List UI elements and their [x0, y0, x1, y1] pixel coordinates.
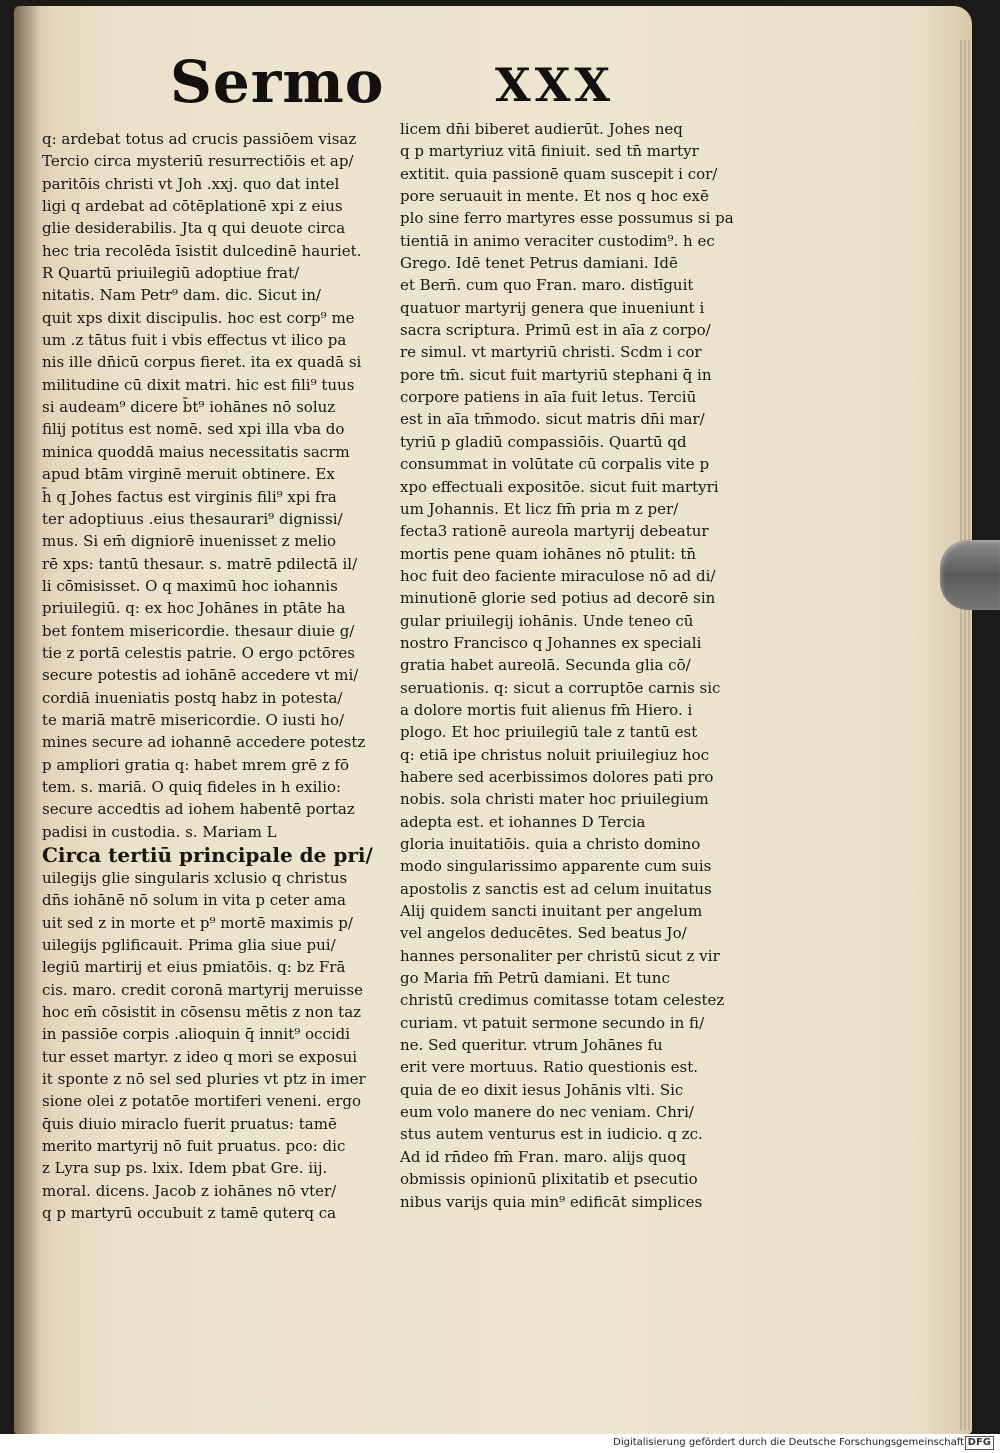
- text-line: tie z portā celestis patrie. O ergo pctōres: [42, 643, 355, 662]
- text-line: curiam. vt patuit sermone secundo in fi/: [400, 1013, 705, 1032]
- text-line: um Johannis. Et licz fm̄ pria m z per/: [400, 499, 679, 518]
- text-line: minutionē glorie sed potius ad decorē sin: [400, 589, 716, 608]
- text-line: tyriū p gladiū compassiōis. Quartū qd: [400, 432, 687, 451]
- text-line: tur esset martyr. z ideo q mori se exposui: [42, 1047, 358, 1066]
- text-line: et Bern̄. cum quo Fran. maro. distīguit: [400, 276, 694, 295]
- text-line: fecta3 rationē aureola martyrij debeatur: [400, 522, 709, 541]
- text-line: filij potitus est nomē. sed xpi illa vba do: [42, 420, 345, 439]
- text-line: minica quoddā maius necessitatis sacrm: [42, 442, 350, 461]
- text-line: legiū martirij et eius pmiatōis. q: bz Frā: [42, 958, 346, 977]
- text-line: sacra scriptura. Primū est in aīa z corpo/: [400, 321, 711, 340]
- text-line: corpore patiens in aīa fuit letus. Terciū: [400, 388, 697, 407]
- text-line: extitit. quia passionē quam suscepit i cor/: [400, 164, 718, 183]
- text-line: gloria inuitatiōis. quia a christo domino: [400, 835, 701, 853]
- text-line: Alij quidem sancti inuitant per angelum: [400, 902, 703, 921]
- text-line: eum volo manere do nec veniam. Chri/: [400, 1103, 694, 1122]
- text-line: a dolore mortis fuit alienus fm̄ Hiero. i: [400, 700, 693, 719]
- text-line: rē xps: tantū thesaur. s. matrē pdilectā il/: [42, 554, 358, 573]
- text-line: gratia habet aureolā. Secunda glia cō/: [400, 656, 691, 675]
- text-line: q̄uis diuio miraclo fuerit pruatus: tamē: [42, 1114, 337, 1133]
- text-line: hoc em̄ cōsistit in cōsensu mētis z non taz: [42, 1003, 362, 1022]
- text-line: secure accedtis ad iohem habentē portaz: [42, 800, 355, 819]
- text-line: glie desiderabilis. Jta q qui deuote circa: [42, 219, 346, 238]
- text-line: quatuor martyrij genera que inueniunt i: [400, 298, 705, 317]
- text-line: Grego. Idē tenet Petrus damiani. Idē: [400, 254, 678, 273]
- text-line: uilegijs pglificauit. Prima glia siue pui/: [42, 936, 336, 955]
- text-line: uilegijs glie singularis xclusio q christus: [42, 869, 348, 887]
- text-line: tientiā in animo veraciter custodim⁹. h ec: [400, 231, 715, 250]
- text-line: sione olei z potatōe mortiferi veneni. ergo: [42, 1092, 362, 1111]
- text-line: um .z tātus fuit i vbis effectus vt ilico pa: [42, 331, 347, 350]
- text-line: in passiōe corpis .alioquin q̄ innit⁹ occidi: [42, 1025, 351, 1044]
- text-line: merito martyrij nō fuit pruatus. pco: dic: [42, 1137, 346, 1156]
- text-line: cis. maro. credit coronā martyrij meruisse: [42, 980, 363, 999]
- text-line: mines secure ad iohannē accedere potestz: [42, 733, 366, 752]
- page-header: [150, 48, 630, 118]
- text-line: si audeam⁹ dicere b̄t⁹ iohānes nō soluz: [42, 398, 336, 417]
- text-line: te mariā matrē misericordie. O iusti ho/: [42, 710, 345, 729]
- text-line: hannes personaliter per christū sicut z vir: [400, 946, 720, 965]
- text-line: q: ardebat totus ad crucis passiōem visaz: [42, 130, 357, 148]
- gutter-shadow: [14, 6, 40, 1434]
- right-text-column: [400, 118, 760, 1213]
- text-line: nobis. sola christi mater hoc priuilegium: [400, 790, 709, 809]
- text-line: licem dn̄i biberet audierūt. Johes neq: [400, 120, 683, 138]
- text-line: hec tria recolēda īsistit dulcedinē hauriet.: [42, 241, 362, 260]
- text-line: ligi q ardebat ad cōtēplationē xpi z eius: [42, 197, 343, 216]
- text-line: z Lyra sup ps. lxix. Idem pbat Gre. iij.: [42, 1159, 328, 1178]
- text-line: padisi in custodia. s. Mariam L: [42, 822, 277, 841]
- text-line: ne. Sed queritur. vtrum Johānes fu: [400, 1036, 663, 1055]
- text-line: paritōis christi vt Joh .xxj. quo dat intel: [42, 174, 340, 193]
- text-line: apud btām virginē meruit obtinere. Ex: [42, 465, 335, 484]
- text-line: nostro Francisco q Johannes ex speciali: [400, 633, 702, 652]
- text-line: R Quartū priuilegiū adoptiue frat/: [42, 264, 300, 283]
- text-line: nibus varijs quia min⁹ edificāt simplices: [400, 1192, 703, 1211]
- footer-credit: Digitalisierung gefördert durch die Deutsche Forschungsgemeinschaft: [613, 1437, 964, 1448]
- text-line: modo singularissimo apparente cum suis: [400, 857, 712, 876]
- text-line: erit vere mortuus. Ratio questionis est.: [400, 1058, 699, 1077]
- text-line: uit sed z in morte et p⁹ mortē maximis p/: [42, 913, 353, 932]
- dfg-logo: DFG: [965, 1436, 994, 1450]
- text-line: apostolis z sanctis est ad celum inuitatus: [400, 879, 712, 898]
- text-line: re simul. vt martyriū christi. Scdm i cor: [400, 343, 702, 362]
- text-line: nitatis. Nam Petr⁹ dam. dic. Sicut in/: [42, 286, 321, 305]
- text-line: ter adoptiuus .eius thesaurari⁹ dignissi/: [42, 509, 343, 528]
- text-line: plogo. Et hoc priuilegiū tale z tantū est: [400, 723, 698, 742]
- text-line: dn̄s iohānē nō solum in vita p ceter ama: [42, 891, 346, 910]
- text-line: mortis pene quam iohānes nō ptulit: tn̄: [400, 544, 697, 563]
- text-line: seruationis. q: sicut a corruptōe carnis sic: [400, 678, 721, 697]
- text-line: Ad id rn̄deo fm̄ Fran. maro. alijs quoq: [400, 1147, 686, 1166]
- page-edges: [960, 40, 972, 1430]
- footer-bar: [0, 1434, 1000, 1453]
- text-line: go Maria fm̄ Petrū damiani. Et tunc: [400, 969, 670, 988]
- text-line: li cōmisisset. O q maximū hoc iohannis: [42, 576, 338, 595]
- text-line: habere sed acerbissimos dolores pati pro: [400, 767, 714, 786]
- text-line: q p martyriuz vitā finiuit. sed tn̄ martyr: [400, 142, 699, 161]
- left-text-column: [42, 128, 392, 1225]
- text-line: Tercio circa mysteriū resurrectiōis et ap/: [42, 152, 354, 171]
- text-line: consummat in volūtate cū corpalis vite p: [400, 455, 710, 474]
- text-line: vel angelos deducētes. Sed beatus Jo/: [400, 924, 687, 943]
- text-line: nis ille dn̄icū corpus fieret. ita ex quadā si: [42, 353, 362, 372]
- text-line: p ampliori gratia q: habet mrem grē z fō: [42, 755, 349, 774]
- text-line: h̄ q Johes factus est virginis fili⁹ xpi fra: [42, 487, 337, 506]
- text-line: est in aīa tm̄modo. sicut matris dn̄i mar/: [400, 410, 705, 429]
- text-line: q: etiā ipe christus noluit priuilegiuz hoc: [400, 745, 710, 764]
- text-line: pore tm̄. sicut fuit martyriū stephani q̄ in: [400, 365, 712, 384]
- text-line: mus. Si em̄ digniorē inuenisset z melio: [42, 532, 337, 551]
- text-line: q p martyrū occubuit z tamē quterq ca: [42, 1204, 337, 1223]
- text-line: quit xps dixit discipulis. hoc est corp⁹ me: [42, 308, 355, 327]
- text-line: gular priuilegij iohānis. Unde teneo cū: [400, 611, 694, 630]
- text-line: tem. s. mariā. O quiq fideles in h exilio:: [42, 777, 342, 796]
- folio-number: XXX: [495, 58, 615, 112]
- text-line: cordiā inueniatis postq habz in potesta/: [42, 688, 343, 707]
- text-line: priuilegiū. q: ex hoc Johānes in ptāte ha: [42, 599, 346, 618]
- text-line: it sponte z nō sel sed pluries vt ptz in imer: [42, 1070, 366, 1089]
- text-line: xpo effectuali expositōe. sicut fuit martyri: [400, 477, 719, 496]
- text-line: hoc fuit deo faciente miraculose nō ad di/: [400, 566, 716, 585]
- text-line: militudine cū dixit matri. hic est fili⁹ tuus: [42, 375, 355, 394]
- text-line: christū credimus comitasse totam celestez: [400, 991, 725, 1010]
- text-line: quia de eo dixit iesus Johānis vlti. Sic: [400, 1080, 684, 1099]
- text-line: obmissis opinionū plixitatib et psecutio: [400, 1170, 698, 1189]
- running-title: Sermo: [170, 48, 385, 116]
- text-line: Circa tertiū principale de pri/: [42, 843, 373, 867]
- text-line: bet fontem misericordie. thesaur diuie g/: [42, 621, 355, 640]
- text-line: plo sine ferro martyres esse possumus si pa: [400, 209, 734, 228]
- text-line: secure potestis ad iohānē accedere vt mi/: [42, 666, 359, 685]
- text-line: adepta est. et iohannes D Tercia: [400, 812, 646, 831]
- text-line: stus autem venturus est in iudicio. q zc.: [400, 1125, 703, 1144]
- text-line: moral. dicens. Jacob z iohānes nō vter/: [42, 1181, 337, 1200]
- book-clasp: [940, 540, 1000, 610]
- text-line: pore seruauit in mente. Et nos q hoc exē: [400, 187, 709, 206]
